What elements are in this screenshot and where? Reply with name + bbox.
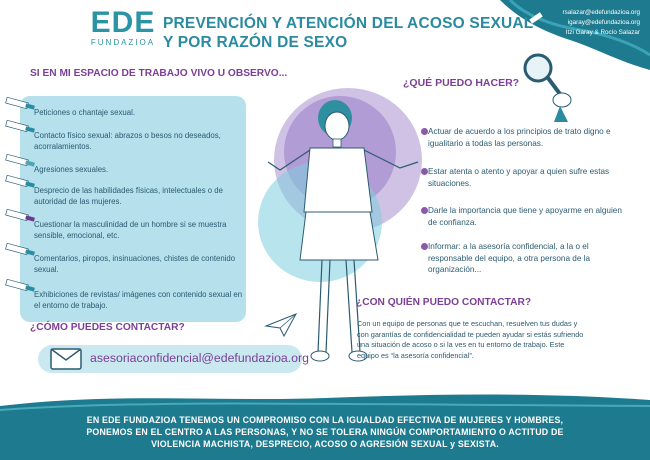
list-item-text: Actuar de acuerdo a los principios de trato digno e igualitario a todas las personas.: [428, 127, 611, 148]
marker-pen-icon: [6, 209, 35, 221]
marker-pen-icon: [6, 175, 35, 187]
bullet-icon: [421, 207, 428, 214]
title-line-1: PREVENCIÓN Y ATENCIÓN DEL ACOSO SEXUAL: [163, 15, 534, 32]
bullet-icon: [421, 168, 428, 175]
title-line-2: Y POR RAZÓN DE SEXO: [163, 34, 348, 51]
marker-pen-icon: [6, 243, 35, 255]
ede-logo: [88, 8, 158, 48]
paper-plane-icon: [264, 312, 298, 338]
bullet-icon: [421, 243, 428, 250]
envelope-icon: [50, 348, 82, 370]
list-item-text: Informar: a la asesoría confidencial, a la o el responsable del equipo, a otra persona de la organización...: [428, 242, 591, 274]
footer-line-3: VIOLENCIA MACHISTA, DESPRECIO, ACOSO O AGRESIÓN SEXUAL y SEXISTA.: [151, 439, 499, 449]
list-item: [428, 166, 628, 189]
list-item: Agresiones sexuales.: [34, 165, 109, 174]
who-contact-heading: ¿CON QUIÉN PUEDO CONTACTAR?: [356, 297, 532, 308]
list-item: [428, 205, 628, 228]
contact-email-1[interactable]: rsalazar@edefundazioa.org: [562, 9, 640, 16]
marker-pen-icon: [6, 120, 35, 132]
magnifier-icon: [520, 50, 582, 125]
list-item: Peticiones o chantaje sexual.: [34, 108, 135, 117]
contact-email-2[interactable]: igaray@edefundazioa.org: [567, 19, 640, 26]
marker-pens-decoration: [4, 86, 38, 318]
how-contact-heading: ¿CÓMO PUEDES CONTACTAR?: [30, 322, 185, 333]
bullet-icon: [421, 128, 428, 135]
left-heading: SI EN MI ESPACIO DE TRABAJO VIVO U OBSERVO...: [30, 68, 288, 79]
list-item: Comentarios, piropos, insinuaciones, chistes de contenido sexual.: [34, 254, 236, 274]
footer-line-2: PONEMOS EN EL CENTRO A LAS PERSONAS, Y NO SE TOLERA NINGÚN COMPORTAMIENTO O ACTITUD DE: [86, 427, 564, 437]
contact-names: Itzi Garay & Rocío Salazar: [565, 29, 640, 36]
list-item: Exhibiciones de revistas/ imágenes con contenido sexual en el entorno de trabajo.: [34, 290, 243, 310]
list-item-text: Estar atenta o atento y apoyar a quien sufre estas situaciones.: [428, 167, 610, 188]
list-item: Cuestionar la masculinidad de un hombre si se muestra sensible, emocional, etc.: [34, 220, 227, 240]
footer-line-1: EN EDE FUNDAZIOA TENEMOS UN COMPROMISO CON LA IGUALDAD EFECTIVA DE MUJERES Y HOMBRES,: [86, 415, 564, 425]
logo-sub: FUNDAZIOA: [90, 38, 156, 47]
marker-pen-icon: [6, 279, 35, 291]
list-item-text: Darle la importancia que tiene y apoyarme en alguien de confianza.: [428, 206, 622, 227]
list-item: Desprecio de las habilidades físicas, intelectuales o de autoridad de las mujeres.: [34, 186, 223, 206]
list-item: Contacto físico sexual: abrazos o besos no deseados, acorralamientos.: [34, 131, 221, 151]
what-can-i-do-heading: ¿QUÉ PUEDO HACER?: [403, 77, 520, 89]
list-item: [428, 241, 628, 276]
who-contact-text: Con un equipo de personas que te escuchan, resuelven tus dudas y con garantías de confidencialidad te pueden ayudar si estás sufriendo una situación de acoso o si la ves en tu entorno de trabajo. Este equipo es “la asesoría confidencial”.: [357, 319, 584, 360]
logo-main: EDE: [90, 6, 156, 39]
marker-pen-icon: [6, 97, 35, 109]
confidential-email-link[interactable]: asesoriaconfidencial@edefundazioa.org: [90, 351, 309, 365]
marker-pen-icon: [6, 154, 35, 166]
contact-info: [563, 8, 640, 38]
page-title: [163, 14, 533, 52]
list-item: [428, 126, 628, 149]
commitment-statement: [30, 414, 620, 450]
left-info-box: [20, 96, 246, 322]
